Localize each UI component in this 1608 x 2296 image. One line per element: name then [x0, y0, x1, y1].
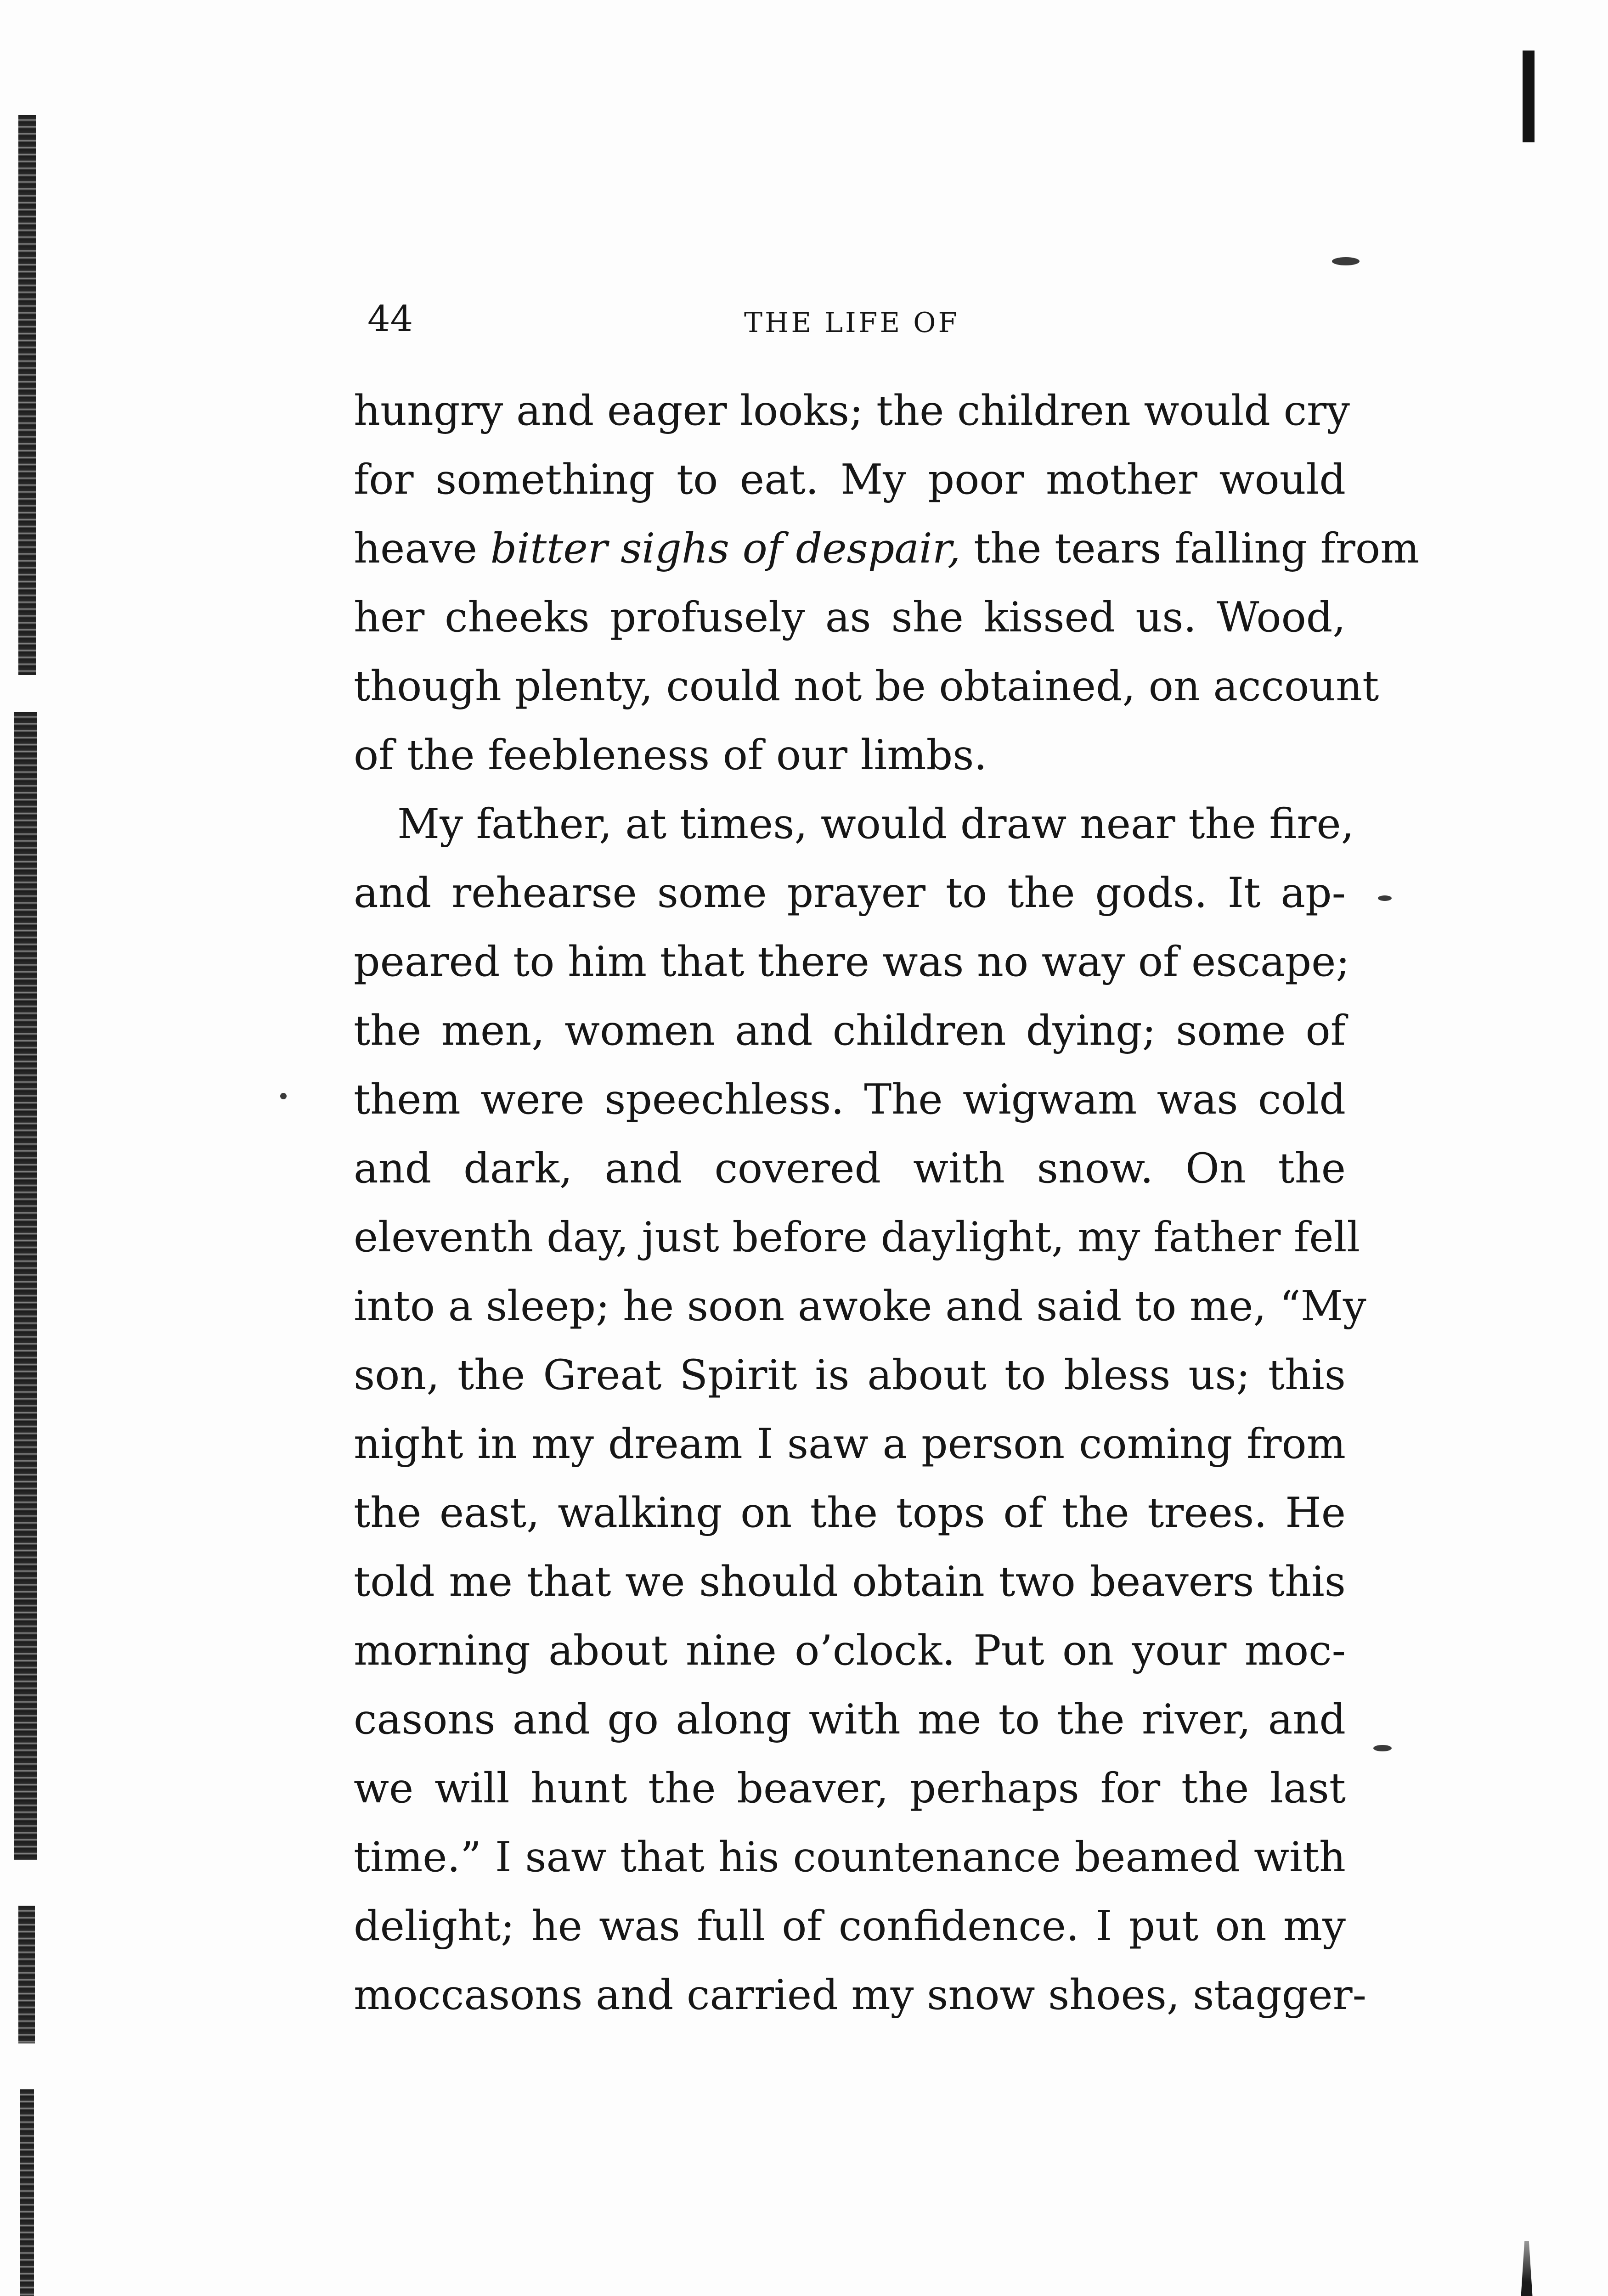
dust-speck	[280, 1093, 287, 1099]
text-line: time.” I saw that his countenance beamed with	[354, 1833, 1346, 1881]
dust-speck	[1378, 895, 1392, 901]
text-line: the men, women and children dying; some of	[354, 1007, 1346, 1055]
running-head: THE LIFE OF	[744, 307, 960, 339]
scan-mark-bottom-right	[1516, 2241, 1538, 2296]
text-line: her cheeks profusely as she kissed us. Wood,	[354, 593, 1346, 642]
text-line: delight; he was full of confidence. I put on my	[354, 1902, 1346, 1950]
dust-speck	[1332, 257, 1360, 265]
text-line: morning about nine o’clock. Put on your moc-	[354, 1626, 1346, 1675]
text-line: and dark, and covered with snow. On the	[354, 1144, 1346, 1193]
scan-mark-top-right	[1523, 51, 1535, 142]
text-line: them were speechless. The wigwam was cold	[354, 1075, 1346, 1124]
text-line: peared to him that there was no way of escape;	[354, 938, 1350, 986]
binding-edge-shadow	[0, 115, 69, 2296]
italic-phrase: bitter sighs of despair,	[490, 524, 961, 573]
text-line: son, the Great Spirit is about to bless us; this	[354, 1351, 1346, 1399]
text-line: My father, at times, would draw near the fire,	[397, 800, 1354, 848]
text-line: moccasons and carried my snow shoes, stagger-	[354, 1971, 1367, 2019]
text-line: into a sleep; he soon awoke and said to me, “My	[354, 1282, 1366, 1330]
text-line: and rehearse some prayer to the gods. It ap-	[354, 869, 1346, 917]
text-line: hungry and eager looks; the children would cry	[354, 387, 1350, 435]
text-line: we will hunt the beaver, perhaps for the last	[354, 1764, 1346, 1812]
text-line: night in my dream I saw a person coming from	[354, 1420, 1346, 1468]
text-line: casons and go along with me to the river, and	[354, 1695, 1346, 1744]
text-line: the east, walking on the tops of the trees. He	[354, 1489, 1346, 1537]
text-line: told me that we should obtain two beavers this	[354, 1558, 1346, 1606]
page-header	[367, 294, 1355, 349]
text-run: the tears falling from	[960, 524, 1420, 573]
text-line	[354, 514, 1420, 583]
page-number: 44	[367, 298, 413, 340]
dust-speck	[1373, 1745, 1392, 1751]
text-line: eleventh day, just before daylight, my father fell	[354, 1213, 1360, 1261]
text-line: though plenty, could not be obtained, on account	[354, 662, 1379, 710]
body-text	[354, 377, 1420, 2030]
text-run: heave	[354, 524, 491, 573]
text-line: of the feebleness of our limbs.	[354, 731, 987, 779]
text-line: for something to eat. My poor mother would	[354, 456, 1346, 504]
